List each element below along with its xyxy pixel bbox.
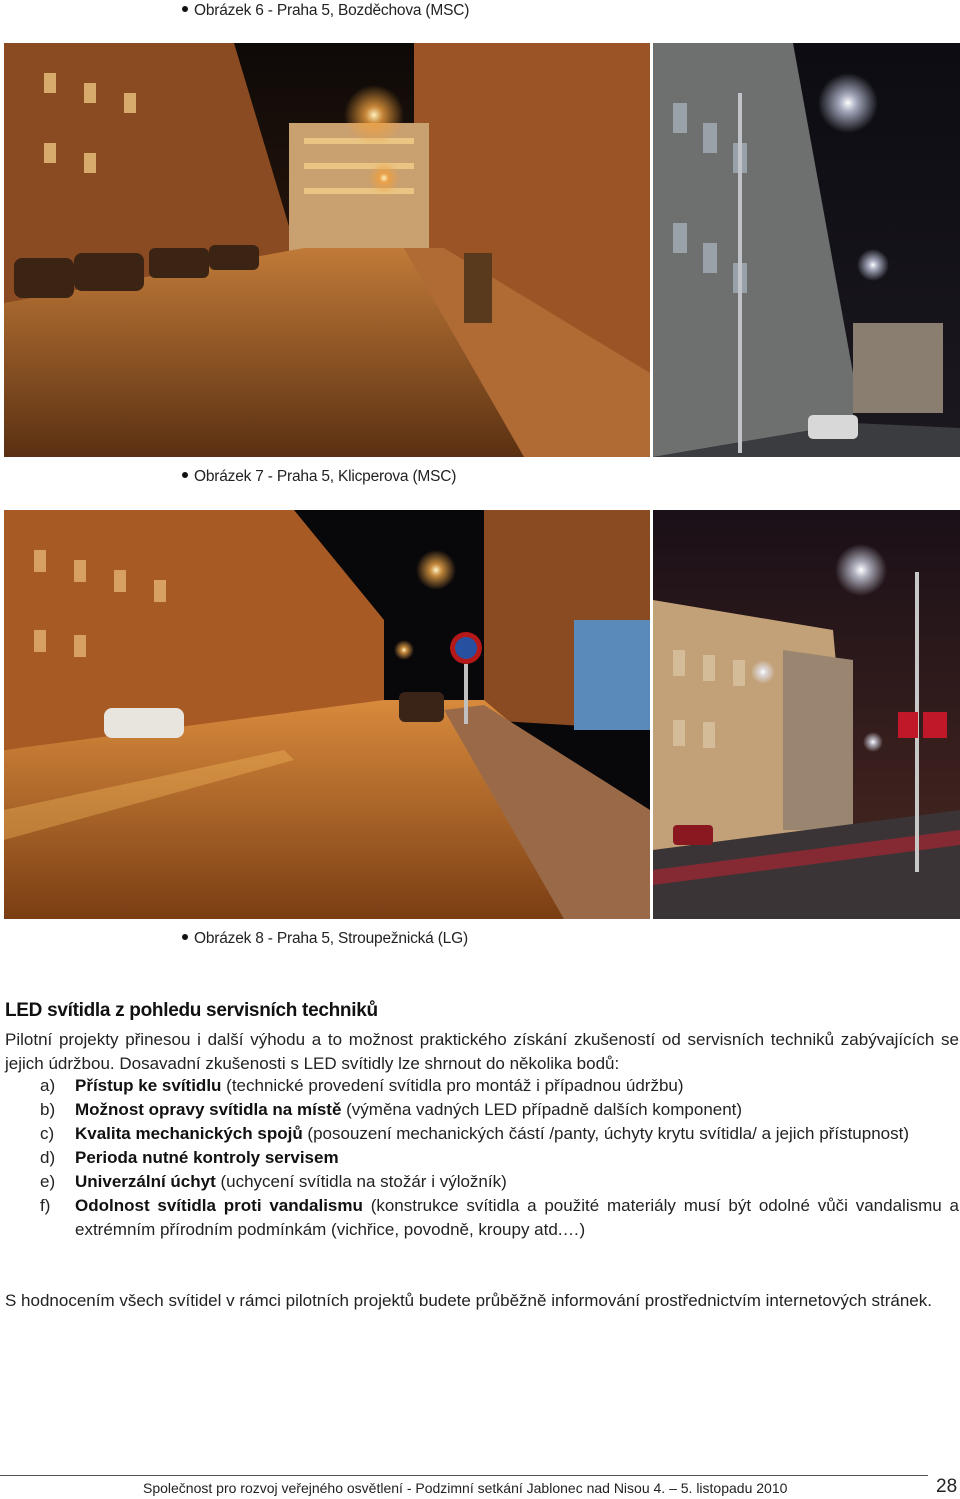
figure-7-caption	[182, 468, 456, 486]
intro-paragraph: Pilotní projekty přinesou i další výhodu a to možnost praktického získání zkušeností od servisních techniků zabývajících se jejich údržbou. Dosavadní zkušenosti s LED svítidly lze shrnout do několika bodů:	[5, 1030, 959, 1073]
photo-led-street-klicperova	[653, 510, 960, 919]
list-item-detail: (posouzení mechanických částí /panty, úchyty krytu svítidla/ a jejich přístupnost)	[302, 1124, 909, 1143]
list-item-body	[75, 1194, 959, 1242]
footer-divider	[0, 1475, 928, 1476]
list-item-marker: d)	[40, 1148, 56, 1167]
list-item	[5, 1194, 959, 1242]
figure-8-caption-text: Obrázek 8 - Praha 5, Stroupežnická (LG)	[194, 930, 468, 947]
bullet-icon	[182, 934, 188, 940]
list-item-body	[75, 1146, 959, 1170]
list-item-title: Univerzální úchyt	[75, 1172, 216, 1191]
photo-led-street-bozdechova	[653, 43, 960, 457]
list-item-marker: e)	[40, 1172, 56, 1191]
list-item-marker: a)	[40, 1076, 56, 1095]
figure-8-caption	[182, 930, 468, 948]
list-item-marker: f)	[40, 1196, 51, 1215]
list-item-body	[75, 1170, 959, 1194]
bullet-icon	[182, 472, 188, 478]
list-item-detail: (uchycení svítidla na stožár i výložník)	[215, 1172, 507, 1191]
list-item	[5, 1146, 959, 1170]
figure-7-caption-text: Obrázek 7 - Praha 5, Klicperova (MSC)	[194, 468, 457, 485]
list-item-title: Perioda nutné kontroly servisem	[75, 1148, 339, 1167]
list-item-marker: b)	[40, 1100, 56, 1119]
list-item-title: Kvalita mechanických spojů	[75, 1124, 303, 1143]
list-item	[5, 1074, 959, 1098]
list-item-title: Odolnost svítidla proti vandalismu	[75, 1196, 363, 1215]
footer-text: Společnost pro rozvoj veřejného osvětlení - Podzimní setkání Jablonec nad Nisou 4. – 5. listopadu 2010	[143, 1480, 788, 1496]
list-item-title: Možnost opravy svítidla na místě	[75, 1100, 342, 1119]
figure-6-caption	[182, 2, 469, 20]
bullet-icon	[182, 6, 188, 12]
list-item-body	[75, 1074, 959, 1098]
figure-6-caption-text: Obrázek 6 - Praha 5, Bozděchova (MSC)	[194, 2, 470, 19]
list-item	[5, 1098, 959, 1122]
list-item	[5, 1122, 959, 1146]
photo-sodium-street-klicperova	[4, 510, 650, 919]
photo-sodium-street-bozdechova	[4, 43, 650, 457]
list-item-detail: (výměna vadných LED případně dalších komponent)	[341, 1100, 743, 1119]
list-item-body	[75, 1098, 959, 1122]
list-item-body	[75, 1122, 959, 1146]
list-item-detail: (technické provedení svítidla pro montáž i případnou údržbu)	[221, 1076, 684, 1095]
list-item-title: Přístup ke svítidlu	[75, 1076, 222, 1095]
list-item-detail: (konstrukce svítidla a použité materiály musí být odolné vůči vandalismu a extrémním přírodním podmínkám (vichřice, povodně, kroupy atd.…)	[75, 1196, 959, 1239]
list-item-marker: c)	[40, 1124, 55, 1143]
page-number: 28	[936, 1476, 958, 1497]
closing-paragraph: S hodnocením všech svítidel v rámci pilotních projektů budete průběžně informování prostřednictvím internetových stránek.	[5, 1291, 932, 1310]
section-heading: LED svítidla z pohledu servisních techniků	[5, 1000, 378, 1021]
experience-list	[5, 1074, 959, 1242]
list-item	[5, 1170, 959, 1194]
